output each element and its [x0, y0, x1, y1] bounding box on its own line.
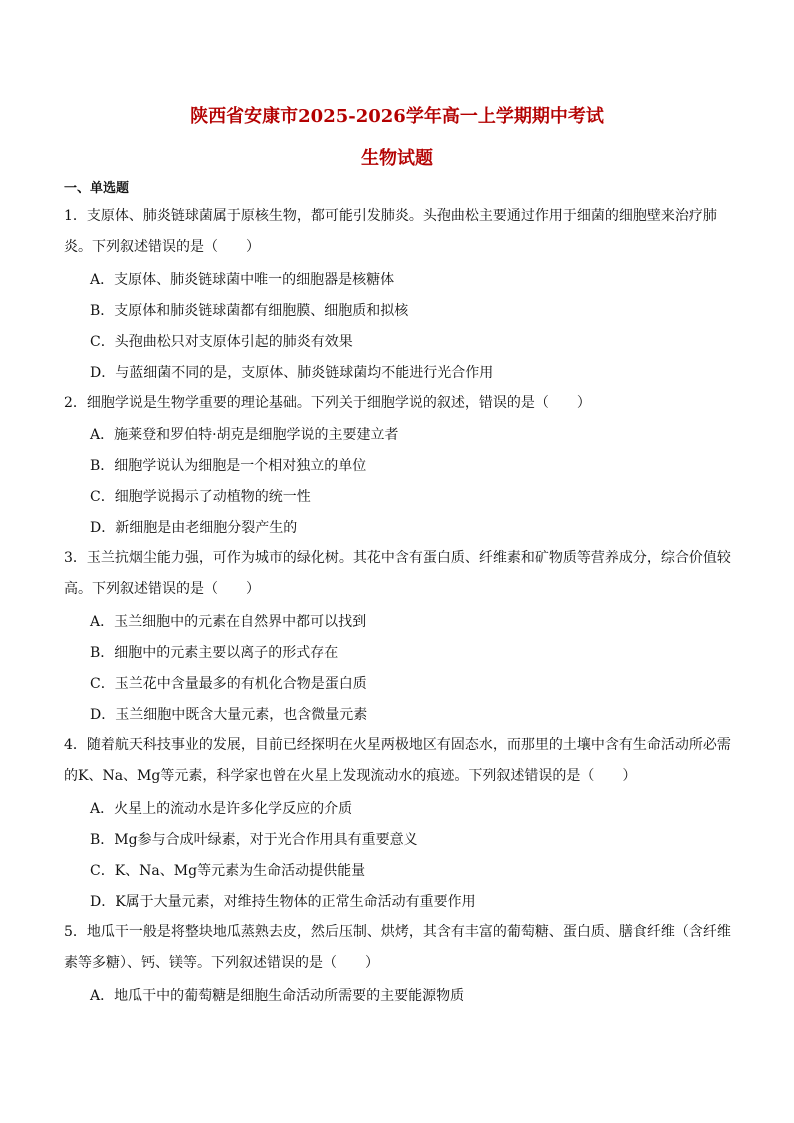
question-4-option-d: D．K属于大量元素，对维持生物体的正常生命活动有重要作用 — [90, 894, 476, 910]
question-1-stem: 1．支原体、肺炎链球菌属于原核生物，都可能引发肺炎。头孢曲松主要通过作用于细菌的细胞壁来治疗肺炎。下列叙述错误的是（ ） — [64, 208, 717, 255]
question-2-option-a: A．施莱登和罗伯特·胡克是细胞学说的主要建立者 — [90, 427, 399, 443]
question-1-option-c: C．头孢曲松只对支原体引起的肺炎有效果 — [90, 334, 353, 350]
question-2-stem: 2．细胞学说是生物学重要的理论基础。下列关于细胞学说的叙述，错误的是（ ） — [64, 395, 591, 411]
question-2-option-c: C．细胞学说揭示了动植物的统一性 — [90, 489, 311, 505]
question-5-option-a: A．地瓜干中的葡萄糖是细胞生命活动所需要的主要能源物质 — [90, 988, 465, 1004]
question-3-option-a: A．玉兰细胞中的元素在自然界中都可以找到 — [90, 614, 367, 630]
exam-subtitle: 生物试题 — [361, 148, 433, 169]
section-heading: 一、单选题 — [64, 181, 130, 196]
question-5-stem: 5．地瓜干一般是将整块地瓜蒸熟去皮，然后压制、烘烤，其含有丰富的葡萄糖、蛋白质、膳食纤维（含纤维素等多糖）、钙、镁等。下列叙述错误的是（ ） — [64, 924, 731, 971]
question-3-option-b: B．细胞中的元素主要以离子的形式存在 — [90, 645, 339, 661]
question-3-stem: 3．玉兰抗烟尘能力强，可作为城市的绿化树。其花中含有蛋白质、纤维素和矿物质等营养成分，综合价值较高。下列叙述错误的是（ ） — [64, 550, 731, 597]
question-2-option-d: D．新细胞是由老细胞分裂产生的 — [90, 520, 298, 536]
question-4-stem: 4．随着航天科技事业的发展，目前已经探明在火星两极地区有固态水，而那里的土壤中含有生命活动所必需的K、Na、Mg等元素，科学家也曾在火星上发现流动水的痕迹。下列叙述错误的是（ ） — [64, 737, 731, 784]
question-4-option-b: B．Mg参与合成叶绿素，对于光合作用具有重要意义 — [90, 832, 418, 848]
question-1-option-b: B．支原体和肺炎链球菌都有细胞膜、细胞质和拟核 — [90, 303, 409, 319]
question-2-option-b: B．细胞学说认为细胞是一个相对独立的单位 — [90, 458, 367, 474]
exam-title: 陕西省安康市2025-2026学年高一上学期期中考试 — [190, 106, 604, 127]
question-3-option-d: D．玉兰细胞中既含大量元素，也含微量元素 — [90, 707, 368, 723]
question-1-option-d: D．与蓝细菌不同的是，支原体、肺炎链球菌均不能进行光合作用 — [90, 365, 494, 381]
question-4-option-a: A．火星上的流动水是许多化学反应的介质 — [90, 801, 353, 817]
question-4-option-c: C．K、Na、Mg等元素为生命活动提供能量 — [90, 863, 366, 879]
question-3-option-c: C．玉兰花中含量最多的有机化合物是蛋白质 — [90, 676, 367, 692]
question-1-option-a: A．支原体、肺炎链球菌中唯一的细胞器是核糖体 — [90, 272, 395, 288]
